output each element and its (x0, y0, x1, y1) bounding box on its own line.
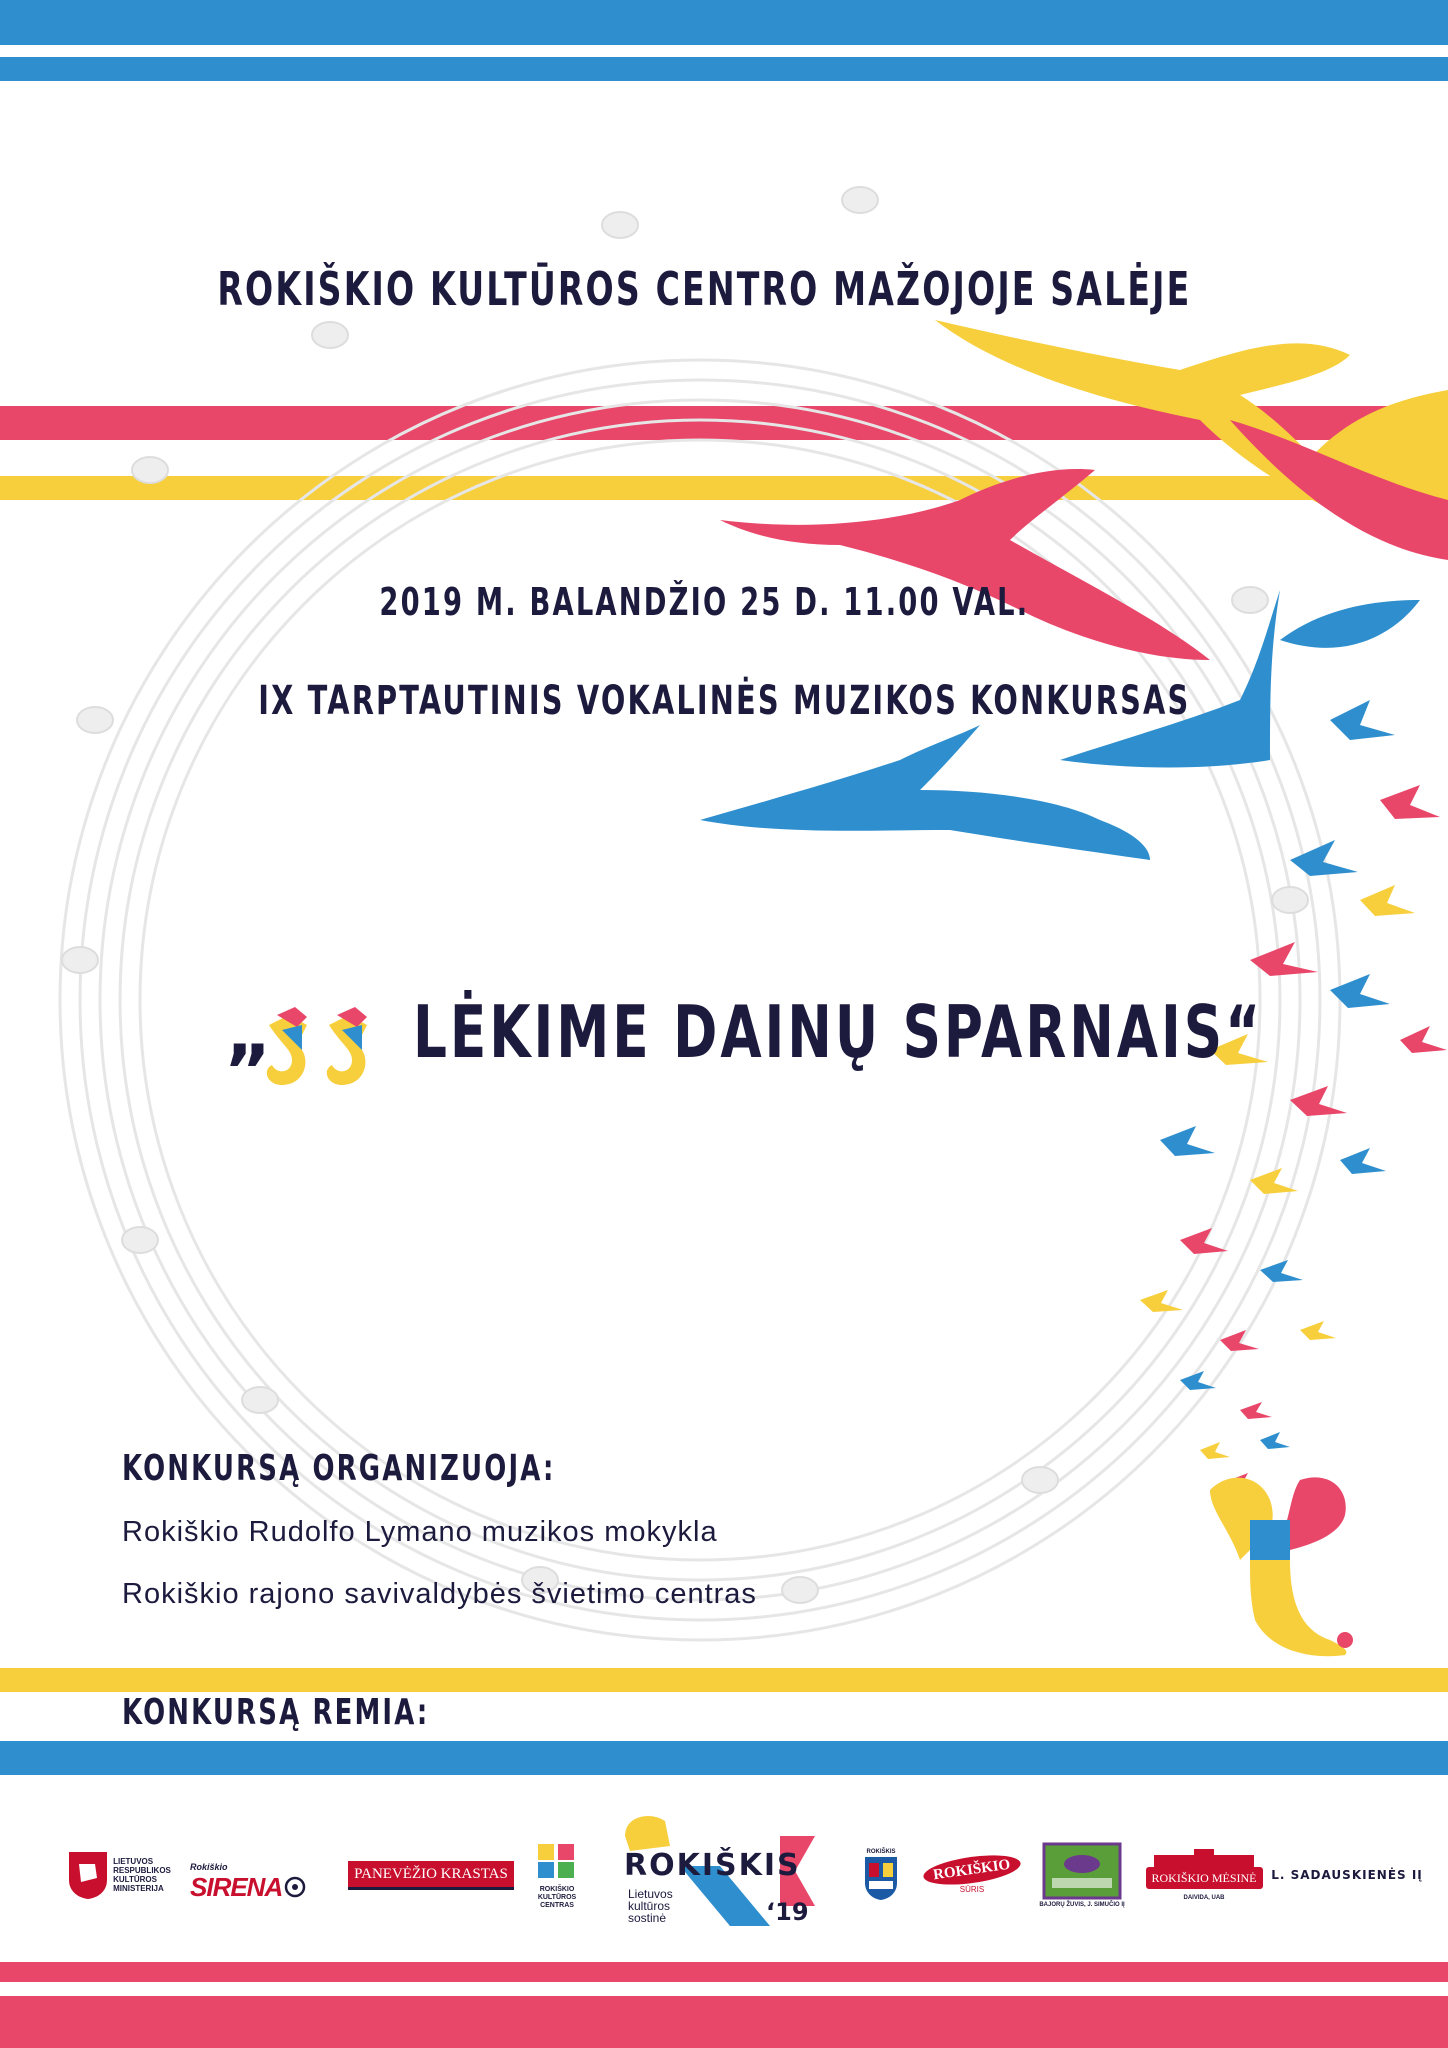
ministry-line-1: LIETUVOS (113, 1857, 154, 1866)
organizer-item-2: Rokiškio rajono savivaldybės švietimo centras (122, 1578, 757, 1610)
rokiskis-sub-2: kultūros (628, 1899, 671, 1913)
rokiskis-coat-logo (856, 1830, 906, 1920)
suris-text: SŪRIS (959, 1884, 985, 1894)
venue-text: ROKIŠKIO KULTŪROS CENTRO MAŽOJOJE SALĖJE (216, 262, 1191, 316)
kulturos-centras-icon (532, 1840, 582, 1886)
coat-of-arms-icon (67, 1850, 109, 1900)
organizer-item-1: Rokiškio Rudolfo Lymano muzikos mokykla (122, 1516, 718, 1548)
festival-figure (1210, 1477, 1353, 1656)
ministry-line-2: RESPUBLIKOS (113, 1866, 171, 1875)
zuvis-logo (1036, 1830, 1128, 1920)
title-logo-icon (257, 995, 387, 1095)
kulturos-centras-line-2: KULTŪROS (537, 1894, 577, 1901)
krastas-banner: PANEVĖŽIO KRASTAS (348, 1861, 514, 1890)
mesine-sub-text: DAIVIDA, UAB (1183, 1895, 1225, 1901)
zuvis-text: BAJORŲ ŽUVIS, J. SIMUČIO IĮ (1039, 1902, 1125, 1908)
title-open-quote: „ (225, 990, 273, 1074)
rokiskis-sub-3: sostinė (628, 1911, 667, 1925)
sirena-small-text: Rokiškio (190, 1861, 228, 1872)
kulturos-centras-logo (524, 1830, 590, 1920)
organizers-heading: KONKURSĄ ORGANIZUOJA: (122, 1448, 556, 1489)
fish-badge-icon (1042, 1842, 1122, 1900)
datetime-text: 2019 M. BALANDŽIO 25 D. 11.00 VAL. (379, 580, 1029, 624)
event-title (225, 990, 1264, 1100)
mesine-logo (1144, 1830, 1264, 1920)
pink-bird (720, 469, 1210, 660)
rokiskis-main-text: ROKIŠKIS (624, 1848, 801, 1883)
coat-shield-icon (863, 1855, 899, 1901)
event-type-text: IX TARPTAUTINIS VOKALINĖS MUZIKOS KONKURSAS (257, 678, 1191, 724)
sirena-text: SIRENA (190, 1871, 283, 1902)
mesine-banner: ROKIŠKIO MĖSINĖ (1146, 1867, 1263, 1889)
ministry-logo (64, 1830, 174, 1920)
mesine-building-icon (1149, 1849, 1259, 1867)
sirena-swirl-icon (282, 1875, 308, 1899)
suris-logo (924, 1830, 1020, 1920)
kulturos-centras-line-1: ROKIŠKIO (539, 1886, 575, 1893)
ministry-line-3: KULTŪROS (113, 1875, 157, 1884)
sponsors-heading: KONKURSĄ REMIA: (122, 1692, 430, 1733)
sadauskienes-logo: L. SADAUSKIENĖS IĮ (1271, 1868, 1423, 1882)
title-text: LĖKIME DAINŲ SPARNAIS“ (413, 990, 1264, 1074)
rokiskis-sub-1: Lietuvos (628, 1887, 673, 1901)
krastas-logo (352, 1830, 510, 1920)
blue-bird (700, 725, 1150, 860)
rokiskis-coat-label: ROKIŠKIS (866, 1849, 896, 1855)
suris-badge: ROKIŠKIO (922, 1850, 1022, 1889)
rokiskis-year-text: ‘19 (766, 1898, 809, 1926)
ministry-line-4: MINISTERIJA (113, 1884, 164, 1893)
kulturos-centras-line-3: CENTRAS (540, 1902, 574, 1909)
sirena-logo (190, 1830, 335, 1920)
rokiskis-capital-logo (620, 1806, 830, 1934)
